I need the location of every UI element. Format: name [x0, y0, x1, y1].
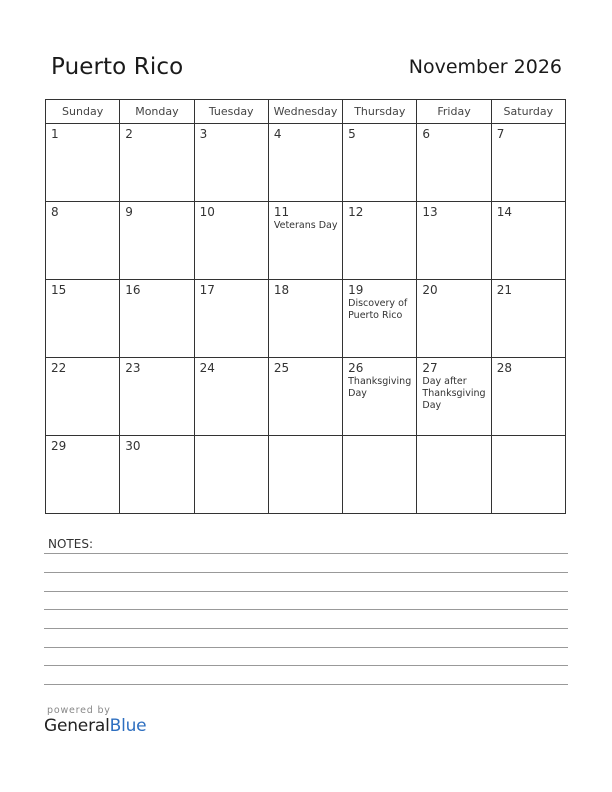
day-number: 14	[496, 205, 512, 219]
weekday-header-row	[46, 100, 566, 124]
day-cell	[343, 436, 417, 514]
day-cell	[417, 436, 491, 514]
day-number: 4	[273, 127, 282, 141]
holiday-label: Discovery of Puerto Rico	[348, 298, 408, 321]
day-number: 18	[273, 283, 290, 297]
weekday-saturday: Saturday	[491, 100, 565, 124]
month-year-title: November 2026	[408, 56, 562, 78]
week-row	[46, 436, 566, 514]
day-number: 24	[199, 361, 215, 375]
day-cell	[194, 124, 268, 202]
day-number: 27	[422, 361, 438, 375]
day-cell	[194, 358, 268, 436]
day-number: 20	[422, 283, 438, 297]
day-cell	[343, 358, 417, 436]
holiday-label: Day after Thanksgiving Day	[422, 376, 486, 411]
day-number: 2	[125, 127, 133, 141]
day-number: 1	[51, 127, 59, 141]
day-number: 29	[51, 439, 67, 453]
day-number: 21	[496, 283, 512, 297]
day-number: 3	[199, 127, 208, 141]
day-cell	[120, 436, 194, 514]
day-number: 23	[125, 361, 141, 375]
country-title: Puerto Rico	[51, 54, 184, 80]
day-cell	[417, 280, 491, 358]
day-number: 8	[51, 205, 59, 219]
day-cell	[120, 202, 194, 280]
day-cell	[491, 124, 565, 202]
day-number: 10	[199, 205, 215, 219]
note-line	[44, 647, 568, 648]
holiday-label: Veterans Day	[273, 220, 338, 231]
day-cell	[491, 280, 565, 358]
notes-label: NOTES:	[48, 537, 93, 551]
day-cell	[343, 280, 417, 358]
day-cell	[46, 280, 120, 358]
logo-general-text: General	[44, 716, 110, 736]
day-number: 11	[273, 205, 290, 219]
weekday-monday: Monday	[120, 100, 194, 124]
note-line	[44, 684, 568, 685]
holiday-label: Thanksgiving Day	[348, 376, 412, 399]
weekday-thursday: Thursday	[343, 100, 417, 124]
day-cell	[194, 436, 268, 514]
day-number: 6	[422, 127, 431, 141]
logo-blue-text: Blue	[109, 716, 147, 736]
day-number: 5	[348, 127, 356, 141]
week-row	[46, 202, 566, 280]
day-cell	[46, 124, 120, 202]
day-number: 22	[51, 361, 67, 375]
day-number: 16	[125, 283, 141, 297]
day-cell	[268, 124, 342, 202]
day-number: 17	[199, 283, 215, 297]
note-line	[44, 609, 568, 610]
day-number: 28	[496, 361, 512, 375]
week-row	[46, 280, 566, 358]
note-line	[44, 665, 568, 666]
day-cell	[46, 436, 120, 514]
weekday-tuesday: Tuesday	[194, 100, 268, 124]
day-cell	[417, 202, 491, 280]
day-cell	[268, 280, 342, 358]
weekday-wednesday: Wednesday	[268, 100, 342, 124]
day-cell	[268, 436, 342, 514]
day-cell	[120, 280, 194, 358]
note-line	[44, 628, 568, 629]
day-cell	[491, 202, 565, 280]
note-line	[44, 553, 568, 554]
day-number: 25	[273, 361, 290, 375]
day-number: 15	[51, 283, 67, 297]
day-cell	[46, 202, 120, 280]
day-cell	[120, 358, 194, 436]
calendar-grid	[45, 99, 566, 514]
day-cell	[120, 124, 194, 202]
day-number: 7	[496, 127, 505, 141]
day-number: 26	[348, 361, 364, 375]
day-cell	[268, 358, 342, 436]
day-number: 9	[125, 205, 133, 219]
day-cell	[343, 202, 417, 280]
day-cell	[194, 280, 268, 358]
weekday-sunday: Sunday	[46, 100, 120, 124]
powered-by-label: powered by	[47, 705, 111, 716]
day-cell	[194, 202, 268, 280]
note-line	[44, 572, 568, 573]
day-cell	[491, 436, 565, 514]
day-number: 30	[125, 439, 141, 453]
day-cell	[343, 124, 417, 202]
week-row	[46, 358, 566, 436]
day-cell	[491, 358, 565, 436]
day-number: 12	[348, 205, 364, 219]
day-number: 13	[422, 205, 438, 219]
day-number: 19	[348, 283, 364, 297]
day-cell	[417, 124, 491, 202]
day-cell	[417, 358, 491, 436]
day-cell	[268, 202, 342, 280]
note-line	[44, 591, 568, 592]
weekday-friday: Friday	[417, 100, 491, 124]
week-row	[46, 124, 566, 202]
day-cell	[46, 358, 120, 436]
generalblue-logo[interactable]	[44, 716, 146, 736]
